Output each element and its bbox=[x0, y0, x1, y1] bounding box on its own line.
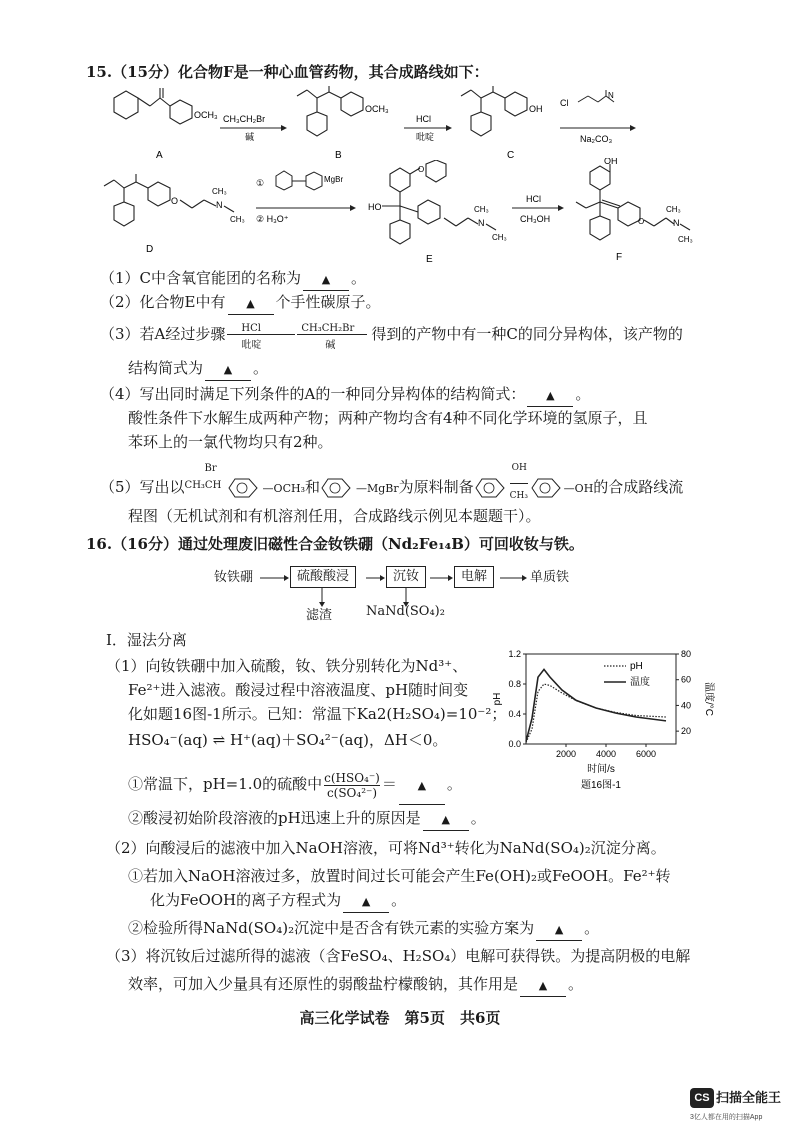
ratio-denominator: c(SO₄²⁻) bbox=[326, 785, 378, 800]
inline-arrow-hcl-reagent: HCl bbox=[241, 323, 261, 334]
compound-f-structure bbox=[560, 158, 700, 268]
oh-label: OH bbox=[604, 158, 618, 166]
q15-sub4 bbox=[100, 384, 590, 407]
x-axis-label: 时间/s bbox=[587, 764, 615, 775]
br-label: Br bbox=[204, 463, 217, 474]
q15-sub4b: 酸性条件下水解生成两种产物；两种产物均含有4种不同化学环境的氢原子，且 bbox=[128, 409, 648, 427]
arrow-cd-condition: Na₂CO₃ bbox=[580, 134, 613, 144]
and-text: 和 bbox=[304, 478, 320, 496]
o-label: O bbox=[171, 196, 179, 206]
och3-label: OCH₃ bbox=[365, 104, 389, 114]
bond-line bbox=[510, 483, 528, 484]
o-label: O bbox=[638, 217, 645, 226]
period: 。 bbox=[470, 809, 486, 827]
label-b: B bbox=[335, 150, 342, 161]
answer-blank[interactable]: ▲ bbox=[205, 360, 251, 381]
q16-p2a: （2）向酸浸后的滤液中加入NaOH溶液，可将Nd³⁺转化为NaNd(SO₄)₂沉淀分离。 bbox=[106, 839, 666, 857]
ch3-label: CH₃ bbox=[212, 187, 227, 196]
ch3-label: CH₃ bbox=[666, 205, 681, 214]
inline-arrow-hcl bbox=[225, 322, 295, 351]
period: 。 bbox=[253, 359, 269, 377]
arrow-bc-reagent: HCl bbox=[416, 114, 431, 124]
ch3ch-label: CH₃CH bbox=[184, 480, 222, 491]
ch3-label: CH₃ bbox=[474, 205, 489, 214]
x-tick-label: 4000 bbox=[595, 749, 617, 759]
q15-sub5 bbox=[100, 463, 684, 504]
y-right-axis-label: 温度/°C bbox=[703, 682, 714, 716]
y-left-tick-label: 0.0 bbox=[508, 739, 521, 749]
answer-blank[interactable]: ▲ bbox=[228, 294, 274, 315]
answer-blank[interactable]: ▲ bbox=[399, 768, 445, 805]
q15-sub2b: 个手性碳原子。 bbox=[275, 293, 381, 311]
q15-title: 15.（15分）化合物F是一种心血管药物，其合成路线如下： bbox=[86, 63, 489, 81]
ratio-numerator: c(HSO₄⁻) bbox=[324, 770, 380, 785]
y-right-tick-label: 80 bbox=[681, 649, 692, 659]
period: 。 bbox=[575, 385, 591, 403]
step-2-label: ② H₃O⁺ bbox=[256, 214, 289, 224]
o-label: O bbox=[418, 165, 425, 174]
compound-d-structure bbox=[100, 172, 260, 262]
q16-p1c bbox=[128, 704, 506, 724]
oh-label: OH bbox=[529, 104, 543, 114]
arrow-e-f bbox=[508, 188, 568, 228]
q15-sub5b: 程图（无机试剂和有机溶剂任用，合成路线示例见本题题干）。 bbox=[128, 507, 541, 525]
part-i-title: I．湿法分离 bbox=[106, 631, 187, 649]
period: 。 bbox=[446, 775, 462, 793]
q15-sub3c-text: 结构简式为 bbox=[128, 359, 204, 377]
q15-sub2 bbox=[100, 292, 381, 315]
q16-p2b: ①若加入NaOH溶液过多，放置时间过长可能会产生Fe(OH)₂或FeOOH。Fe²⁺转 bbox=[128, 867, 671, 885]
answer-blank[interactable]: ▲ bbox=[527, 386, 573, 407]
mgbr-label: MgBr bbox=[324, 175, 344, 184]
q15-sub3a: （3）若A经过步骤 bbox=[100, 325, 226, 343]
label-d: D bbox=[146, 244, 154, 255]
y-right-tick-label: 40 bbox=[681, 700, 692, 711]
q16-title: 16.（16分）通过处理废旧磁性合金钕铁硼（Nd₂Fe₁₄B）可回收钕与铁。 bbox=[86, 535, 584, 553]
q16-p1a: （1）向钕铁硼中加入硫酸，钕、铁分别转化为Nd³⁺、 bbox=[106, 657, 468, 675]
y-left-tick-label: 0.4 bbox=[508, 709, 521, 719]
q15-sub2a: （2）化合物E中有 bbox=[100, 293, 226, 311]
scanner-brand: 扫描全能王 bbox=[716, 1090, 782, 1105]
page-footer: 高三化学试卷 第5页 共6页 bbox=[299, 1009, 501, 1027]
answer-blank[interactable]: ▲ bbox=[536, 920, 582, 941]
arrow-cd-reagent: Cl bbox=[560, 98, 569, 108]
q16-p1e bbox=[128, 766, 462, 802]
compound-a-structure bbox=[100, 86, 220, 166]
ka2-expression: Ka2(H₂SO₄)=10⁻²； bbox=[356, 705, 507, 723]
ch3-label: CH₃ bbox=[230, 215, 245, 224]
q16-p2d-text: ②检验所得NaNd(SO₄)₂沉淀中是否含有铁元素的实验方案为 bbox=[128, 919, 535, 937]
arrow-ab-condition: 碱 bbox=[245, 132, 255, 142]
q16-p1b: Fe²⁺进入滤液。酸浸过程中溶液温度、pH随时间变 bbox=[128, 681, 469, 699]
flow-out-precipitate: NaNd(SO₄)₂ bbox=[366, 604, 445, 619]
inline-arrow-line bbox=[227, 334, 295, 335]
reagent-1-alkyl bbox=[184, 463, 227, 503]
q15-sub3c bbox=[128, 358, 268, 381]
q16-p2c-text: 化为FeOOH的离子方程式为 bbox=[150, 891, 342, 909]
ch3-label: CH₃ bbox=[509, 491, 529, 501]
q16-p3b-text: 效率，可加入少量具有还原性的弱酸盐柠檬酸钠，其作用是 bbox=[128, 975, 519, 993]
period: 。 bbox=[568, 975, 584, 993]
series-line-pH bbox=[526, 684, 666, 743]
inline-arrow-line bbox=[297, 334, 367, 335]
benzene-ring bbox=[474, 475, 508, 501]
arrow-ef-condition: CH₃OH bbox=[520, 214, 551, 224]
label-f: F bbox=[616, 252, 623, 263]
q15-sub3b: 得到的产物中有一种C的同分异构体，该产物的 bbox=[371, 325, 683, 343]
label-c: C bbox=[507, 150, 515, 161]
n-label: N bbox=[216, 200, 223, 210]
flow-box-acid-leach: 硫酸酸浸 bbox=[290, 566, 356, 588]
q15-sub1-text: （1）C中含氧官能团的名称为 bbox=[100, 269, 302, 287]
mgbr-label: —MgBr bbox=[356, 482, 399, 495]
inline-arrow-ethyl-condition: 碱 bbox=[325, 340, 336, 351]
chart-title: 题16图-1 bbox=[580, 780, 622, 791]
period: 。 bbox=[584, 919, 600, 937]
compound-c-structure bbox=[457, 86, 557, 166]
inline-arrow-hcl-condition: 吡啶 bbox=[241, 340, 262, 351]
och3-label: —OCH₃ bbox=[262, 482, 305, 495]
answer-blank[interactable]: ▲ bbox=[423, 810, 469, 831]
q16-p2d bbox=[128, 918, 599, 941]
q16-p1f-text: ②酸浸初始阶段溶液的pH迅速上升的原因是 bbox=[128, 809, 421, 827]
y-left-tick-label: 1.2 bbox=[508, 649, 521, 659]
flow-out-residue: 滤渣 bbox=[306, 608, 333, 623]
arrow-ef-reagent: HCl bbox=[526, 194, 541, 204]
q16-p1e-text: ①常温下，pH=1.0的硫酸中 bbox=[128, 775, 323, 793]
x-tick-label: 6000 bbox=[635, 749, 657, 759]
q15-sub4a: （4）写出同时满足下列条件的A的一种同分异构体的结构简式： bbox=[100, 385, 526, 403]
answer-blank[interactable]: ▲ bbox=[343, 892, 389, 913]
concentration-ratio bbox=[324, 771, 380, 800]
plot-frame bbox=[526, 654, 676, 744]
answer-blank[interactable]: ▲ bbox=[303, 270, 349, 291]
flow-box-electrolysis: 电解 bbox=[454, 566, 494, 588]
ph-temperature-chart bbox=[486, 640, 716, 830]
q16-p3b bbox=[128, 974, 583, 997]
y-right-tick-label: 20 bbox=[681, 726, 692, 737]
arrow-bc-condition: 吡啶 bbox=[416, 132, 435, 142]
ch3-label: CH₃ bbox=[492, 233, 507, 242]
benzene-ring bbox=[227, 475, 263, 501]
q16-p1c-text: 化如题16图-1所示。已知：常温下 bbox=[128, 705, 357, 723]
arrow-b-c bbox=[400, 108, 455, 148]
q16-p1d: HSO₄⁻(aq) ⇌ H⁺(aq)＋SO₄²⁻(aq)，ΔH＜0。 bbox=[128, 731, 448, 749]
arrow-c-d bbox=[556, 88, 640, 148]
y-left-tick-label: 0.8 bbox=[508, 679, 521, 689]
inline-arrow-ethyl bbox=[295, 322, 371, 351]
period: 。 bbox=[351, 269, 367, 287]
q15-sub3 bbox=[100, 322, 683, 351]
ho-label: HO bbox=[368, 202, 382, 212]
target-central-carbon bbox=[508, 463, 530, 503]
scanner-logo-icon: CS bbox=[690, 1088, 714, 1108]
oh-label: OH bbox=[511, 463, 527, 473]
q15-sub5-raw: 为原料制备 bbox=[398, 478, 474, 496]
flow-end: 单质铁 bbox=[530, 570, 570, 585]
x-tick-label: 2000 bbox=[555, 749, 577, 759]
benzene-ring bbox=[320, 475, 356, 501]
n-label: N bbox=[608, 91, 614, 100]
y-right-tick-label: 60 bbox=[681, 674, 692, 685]
q16-p3a: （3）将沉钕后过滤所得的滤液（含FeSO₄、H₂SO₄）电解可获得铁。为提高阴极的电解 bbox=[106, 947, 691, 965]
legend-label-temperature: 温度 bbox=[630, 677, 650, 688]
inline-arrow-ethyl-reagent: CH₃CH₂Br bbox=[301, 323, 355, 334]
arrow-ab-reagent: CH₃CH₂Br bbox=[223, 114, 266, 124]
flow-start: 钕铁硼 bbox=[214, 570, 254, 585]
q15-sub1 bbox=[100, 268, 366, 291]
n-label: N bbox=[673, 218, 680, 228]
q15-sub5a: （5）写出以 bbox=[100, 478, 185, 496]
q16-p1f bbox=[128, 808, 486, 831]
n-label: N bbox=[478, 218, 485, 228]
equals-sign: ＝ bbox=[381, 775, 397, 793]
flow-box-precipitate-nd: 沉钕 bbox=[386, 566, 426, 588]
label-e: E bbox=[426, 254, 433, 265]
compound-e-structure bbox=[360, 160, 520, 270]
och3-label: OCH₃ bbox=[194, 110, 218, 120]
y-left-axis-label: pH bbox=[492, 692, 503, 706]
oh-label: —OH bbox=[563, 482, 594, 495]
compound-b-structure bbox=[293, 86, 403, 166]
legend-label-ph: pH bbox=[630, 661, 643, 672]
ch3-label: CH₃ bbox=[678, 235, 693, 244]
answer-blank[interactable]: ▲ bbox=[520, 976, 566, 997]
scanner-tagline: 3亿人都在用的扫描App bbox=[690, 1114, 763, 1121]
arrow-d-e bbox=[250, 168, 360, 228]
label-a: A bbox=[156, 150, 163, 161]
benzene-ring bbox=[530, 475, 564, 501]
q15-sub5-end: 的合成路线流 bbox=[593, 478, 684, 496]
arrow-a-b bbox=[215, 108, 290, 148]
q15-sub4c: 苯环上的一氯代物均只有2种。 bbox=[128, 433, 333, 451]
period: 。 bbox=[391, 891, 407, 909]
q16-p2c bbox=[150, 890, 406, 913]
step-1-label: ① bbox=[256, 178, 265, 188]
